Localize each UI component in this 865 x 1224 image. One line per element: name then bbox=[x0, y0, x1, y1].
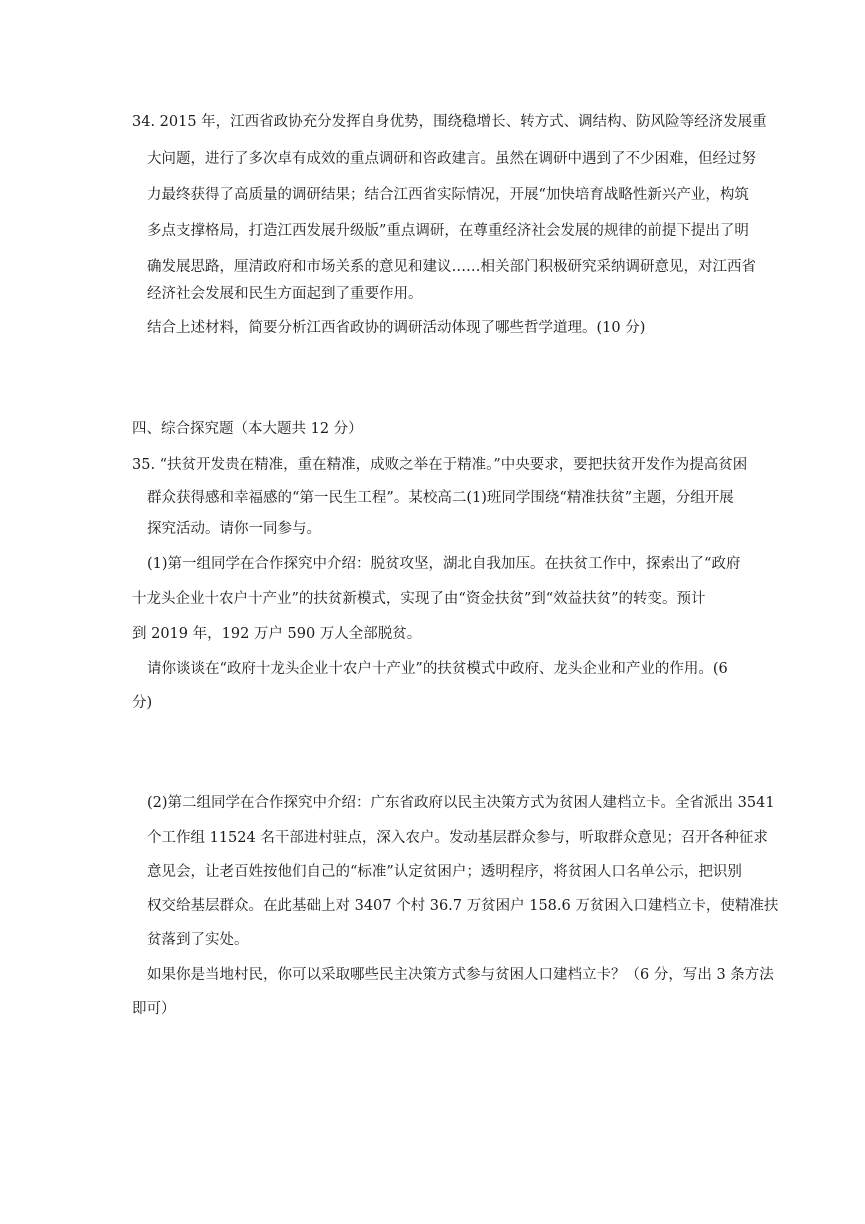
q35-part2-prompt-2: 即可） bbox=[132, 1001, 176, 1017]
q35-part1-line-2: 十龙头企业十农户十产业”的扶贫新模式，实现了由“资金扶贫”到“效益扶贫”的转变。预计 bbox=[132, 591, 706, 607]
q35-part1-prompt-2: 分) bbox=[132, 695, 153, 711]
q35-part2-prompt-1: 如果你是当地村民，你可以采取哪些民主决策方式参与贫困人口建档立卡？（6 分，写出 3 条方法 bbox=[147, 967, 774, 983]
q35-part1-prompt-1: 请你谈谈在“政府十龙头企业十农户十产业”的扶贫模式中政府、龙头企业和产业的作用。(6 bbox=[147, 661, 728, 677]
q34-line-2: 大问题，进行了多次卓有成效的重点调研和咨政建言。虽然在调研中遇到了不少困难，但经过努 bbox=[147, 151, 756, 167]
q35-part1-line-3: 到 2019 年，192 万户 590 万人全部脱贫。 bbox=[132, 626, 422, 642]
q34-line-1: 34. 2015 年，江西省政协充分发挥自身优势，围绕稳增长、转方式、调结构、防风险等经济发展重 bbox=[132, 114, 767, 130]
q35-part1-line-1: (1)第一组同学在合作探究中介绍：脱贫攻坚，湖北自我加压。在扶贫工作中，探索出了“政府 bbox=[147, 556, 741, 572]
q35-part2-line-2: 个工作组 11524 名干部进村驻点，深入农户。发动基层群众参与，听取群众意见；召开各种征求 bbox=[147, 830, 768, 846]
q34-line-6: 经济社会发展和民生方面起到了重要作用。 bbox=[147, 286, 423, 302]
q35-part2-line-1: (2)第二组同学在合作探究中介绍：广东省政府以民主决策方式为贫困人建档立卡。全省派出 3541 bbox=[147, 795, 775, 811]
q35-part2-line-5: 贫落到了实处。 bbox=[147, 932, 249, 948]
q35-line-3: 探究活动。请你一同参与。 bbox=[147, 521, 321, 537]
q34-line-5: 确发展思路，厘清政府和市场关系的意见和建议……相关部门积极研究采纳调研意见，对江西省 bbox=[147, 259, 756, 275]
q34-line-3: 力最终获得了高质量的调研结果；结合江西省实际情况，开展“加快培育战略性新兴产业，构筑 bbox=[147, 187, 749, 203]
q34-prompt: 结合上述材料，简要分析江西省政协的调研活动体现了哪些哲学道理。(10 分) bbox=[147, 320, 646, 336]
q35-part2-line-3: 意见会，让老百姓按他们自己的“标准”认定贫困户；透明程序，将贫困人口名单公示，把识别 bbox=[147, 864, 742, 880]
q35-line-1: 35. “扶贫开发贵在精准，重在精准，成败之举在于精准。”中央要求，要把扶贫开发作为提高贫困 bbox=[132, 457, 748, 473]
section-heading: 四、综合探究题（本大题共 12 分） bbox=[132, 421, 363, 437]
q35-line-2: 群众获得感和幸福感的“第一民生工程”。某校高二(1)班同学围绕“精准扶贫”主题，分组开展 bbox=[147, 490, 734, 506]
q35-part2-line-4: 权交给基层群众。在此基础上对 3407 个村 36.7 万贫困户 158.6 万贫困入口建档立卡，使精准扶 bbox=[147, 898, 779, 914]
q34-line-4: 多点支撑格局，打造江西发展升级版”重点调研，在尊重经济社会发展的规律的前提下提出了明 bbox=[147, 223, 749, 239]
